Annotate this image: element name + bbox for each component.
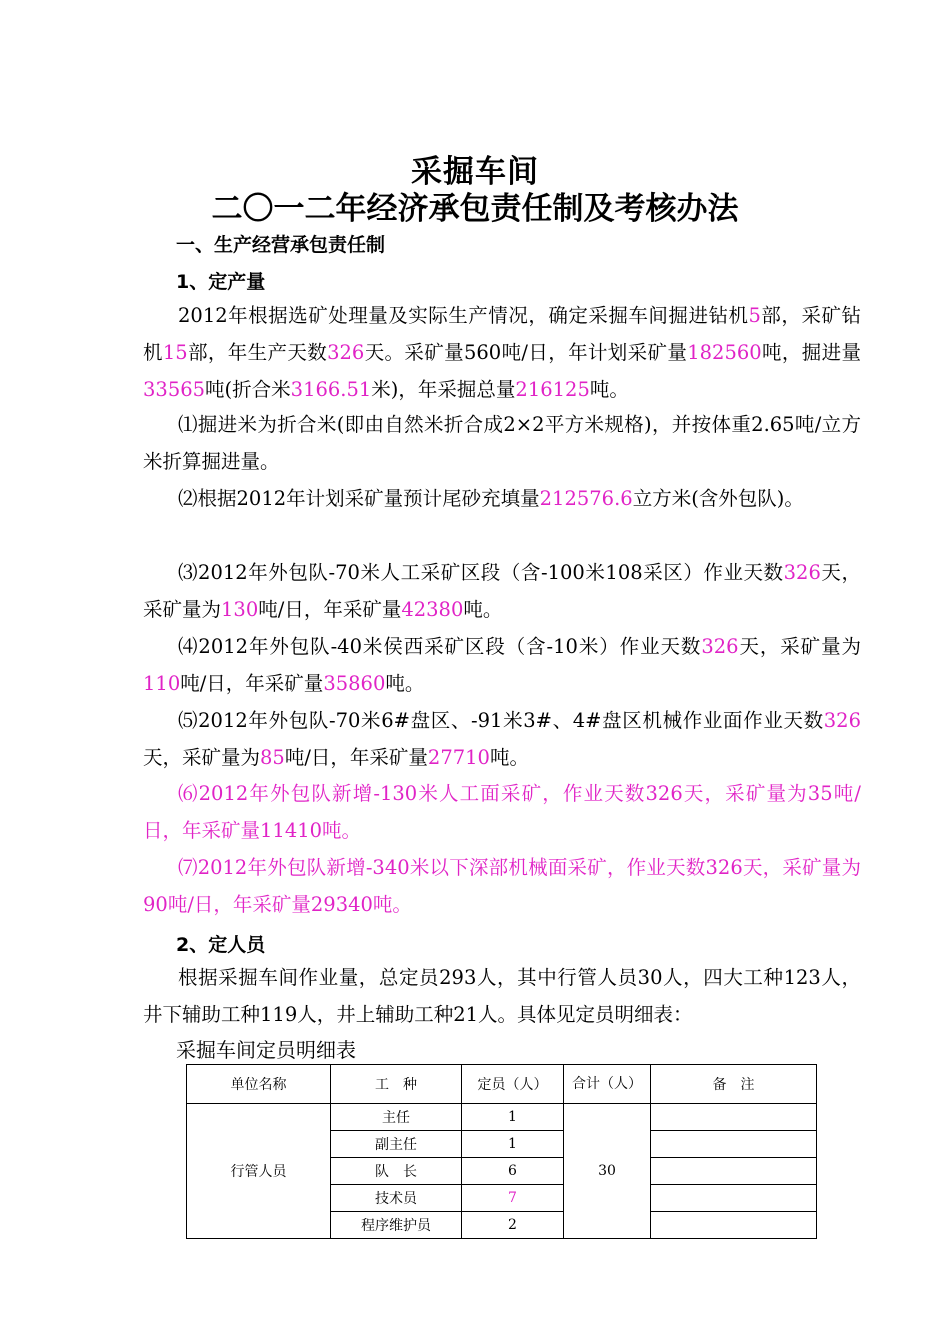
group-total-cell: 30: [564, 1104, 651, 1239]
paragraph-item-6: [143, 775, 861, 849]
section1-heading: 一、生产经营承包责任制: [176, 234, 386, 256]
count-cell: 1: [462, 1131, 564, 1158]
table-row: [187, 1104, 817, 1131]
header-cell: 备 注: [651, 1065, 817, 1104]
header-cell: 合计（人）: [564, 1065, 651, 1104]
highlight-value: 182560: [687, 341, 762, 364]
paragraph-item-7: [143, 849, 861, 923]
job-cell: 技术员: [331, 1185, 462, 1212]
highlight-value: 326: [327, 341, 365, 364]
highlight-value: 5: [748, 304, 761, 327]
highlight-value: 326: [701, 635, 739, 658]
text-span: 天，采矿量为: [738, 635, 861, 658]
remark-cell: [651, 1104, 817, 1131]
text-span: 天，采矿量为: [143, 746, 261, 769]
highlight-value: 15: [162, 341, 188, 364]
job-cell: 主任: [331, 1104, 462, 1131]
paragraph-item-4: [143, 628, 861, 702]
header-cell: 定员（人）: [462, 1065, 564, 1104]
count-cell: 2: [462, 1212, 564, 1239]
highlight-value: 3166.51: [290, 378, 372, 401]
header-cell: 工 种: [331, 1065, 462, 1104]
remark-cell: [651, 1158, 817, 1185]
text-span: 米)，年采掘总量: [371, 378, 516, 401]
paragraph-item-3: [143, 554, 861, 628]
highlight-value: 110: [143, 672, 181, 695]
text-span: 吨/日，年采矿量: [258, 598, 402, 621]
text-span: 部，采矿钻机: [143, 304, 861, 364]
count-cell: 1: [462, 1104, 564, 1131]
text-span: 吨/日，年采矿量: [284, 746, 428, 769]
highlight-value: 27710: [427, 746, 490, 769]
paragraph-staffing: [143, 959, 861, 1033]
text-span: 吨。: [385, 672, 425, 695]
sub2-heading: 2、定人员: [176, 934, 266, 956]
count-cell: 6: [462, 1158, 564, 1185]
remark-cell: [651, 1212, 817, 1239]
count-cell: 7: [462, 1185, 564, 1212]
paragraph-production: [143, 297, 861, 408]
text-span: 吨，掘进量: [761, 341, 861, 364]
highlight-value: 130: [221, 598, 259, 621]
sub1-heading: 1、定产量: [176, 271, 266, 293]
text-span: ⑶2012年外包队-70米人工采矿区段（含-100米108采区）作业天数: [178, 561, 784, 584]
text-span: ⑹2012年外包队新增-130米人工面采矿，作业天数326天，采矿量为35吨/日，年采矿量11410吨。: [143, 782, 861, 842]
text-span: ⑵根据2012年计划采矿量预计尾砂充填量: [178, 487, 540, 510]
remark-cell: [651, 1185, 817, 1212]
paragraph-item-5: [143, 702, 861, 776]
highlight-value: 326: [783, 561, 821, 584]
highlight-value: 326: [823, 709, 861, 732]
paragraph-item-1: [143, 406, 861, 480]
header-cell: 单位名称: [187, 1065, 331, 1104]
job-cell: 程序维护员: [331, 1212, 462, 1239]
table-header-row: [187, 1065, 817, 1104]
text-span: ⑸2012年外包队-70米6#盘区、-91米3#、4#盘区机械作业面作业天数: [178, 709, 824, 732]
text-span: 天。采矿量560吨/日，年计划采矿量: [364, 341, 688, 364]
group-name-cell: 行管人员: [187, 1104, 331, 1239]
highlight-value: 216125: [515, 378, 590, 401]
text-span: 吨(折合米: [205, 378, 291, 401]
text-span: 吨。: [489, 746, 529, 769]
text-span: 2012年根据选矿处理量及实际生产情况，确定采掘车间掘进钻机: [178, 304, 749, 327]
highlight-value: 35860: [323, 672, 386, 695]
text-span: 天，采矿量为: [143, 561, 861, 621]
job-cell: 副主任: [331, 1131, 462, 1158]
text-span: 吨/日，年采矿量: [180, 672, 324, 695]
text-span: 立方米(含外包队)。: [632, 487, 804, 510]
text-span: 根据采掘车间作业量，总定员293人，其中行管人员30人，四大工种123人，井下辅助工种119人，井上辅助工种21人。具体见定员明细表：: [143, 966, 861, 1026]
remark-cell: [651, 1131, 817, 1158]
text-span: 部，年生产天数: [187, 341, 328, 364]
highlight-value: 85: [260, 746, 285, 769]
paragraph-item-2: [143, 480, 861, 517]
table-caption: 采掘车间定员明细表: [176, 1038, 356, 1062]
highlight-value: 33565: [143, 378, 206, 401]
doc-title-line1: 采掘车间: [411, 154, 539, 190]
text-span: ⑴掘进米为折合米(即由自然米折合成2×2平方米规格)，并按体重2.65吨/立方米折算掘进量。: [143, 413, 861, 473]
highlight-value: 42380: [401, 598, 464, 621]
text-span: ⑺2012年外包队新增-340米以下深部机械面采矿，作业天数326天，采矿量为90吨/日，年采矿量29340吨。: [143, 856, 861, 916]
highlight-value: 212576.6: [539, 487, 633, 510]
text-span: 吨。: [463, 598, 503, 621]
job-cell: 队 长: [331, 1158, 462, 1185]
staff-table: [186, 1064, 817, 1239]
text-span: ⑷2012年外包队-40米侯西采矿区段（含-10米）作业天数: [178, 635, 702, 658]
doc-title-line2: 二〇一二年经济承包责任制及考核办法: [211, 191, 739, 227]
text-span: 吨。: [589, 378, 629, 401]
